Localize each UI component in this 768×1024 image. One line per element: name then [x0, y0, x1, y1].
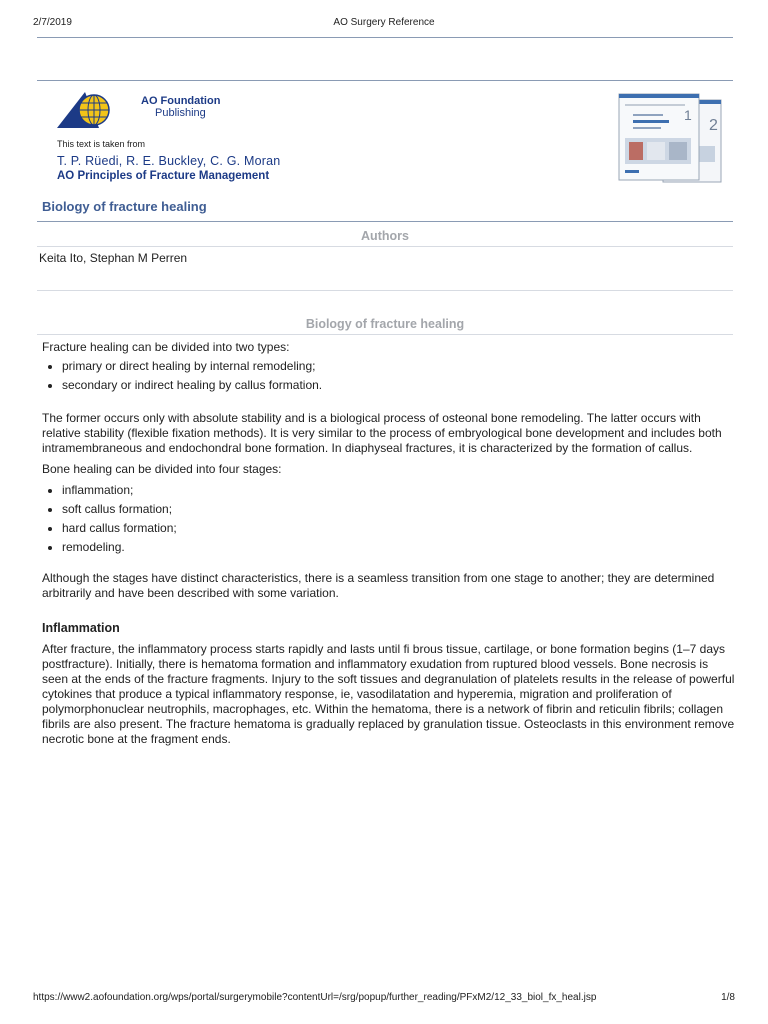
book-cover-thumbnails — [615, 90, 725, 185]
publisher-line-1: AO Foundation — [141, 95, 221, 107]
header-rule — [37, 37, 733, 38]
healing-types-list — [42, 359, 737, 393]
inflammation-heading: Inflammation — [42, 621, 120, 635]
list-item: • inflammation; — [62, 483, 737, 498]
content-header-rule — [37, 334, 733, 335]
authors-header-rule — [37, 246, 733, 247]
print-url: https://www2.aofoundation.org/wps/portal/surgerymobile?contentUrl=/srg/popup/further_reading/PFxM2/12_33_biol_fx_heal.jsp — [33, 992, 597, 1003]
cover-volume-2-number: 2 — [709, 117, 718, 134]
authors-list: Keita Ito, Stephan M Perren — [39, 251, 188, 265]
book-authors: T. P. Rüedi, R. E. Buckley, C. G. Moran — [57, 154, 281, 168]
stages-intro-paragraph: Bone healing can be divided into four stages: — [42, 462, 282, 476]
transition-paragraph: Although the stages have distinct characteristics, there is a seamless transition from one stage to another; they are determined arbitrarily and have been described with some variation. — [42, 571, 715, 600]
content-header: Biology of fracture healing — [305, 317, 465, 331]
list-item: • primary or direct healing by internal remodeling; — [62, 359, 737, 374]
intro-paragraph: Fracture healing can be divided into two types: — [42, 340, 290, 354]
book-cover-volume-1 — [619, 94, 699, 180]
list-item: • secondary or indirect healing by callus formation. — [62, 378, 737, 393]
healing-stages-list — [42, 483, 737, 555]
publisher-name — [141, 95, 220, 119]
page-number: 1/8 — [721, 992, 735, 1003]
print-title: AO Surgery Reference — [333, 17, 435, 28]
list-item: • hard callus formation; — [62, 521, 737, 536]
authors-header: Authors — [361, 229, 409, 243]
list-item: • remodeling. — [62, 540, 737, 555]
article-body — [42, 340, 737, 747]
authors-bottom-rule — [37, 290, 733, 291]
print-date: 2/7/2019 — [33, 17, 72, 28]
section-title-rule — [37, 221, 733, 222]
publisher-banner — [37, 80, 733, 190]
taken-from-label: This text is taken from — [57, 139, 146, 149]
ao-globe-logo-icon — [55, 90, 115, 130]
publisher-line-2: Publishing — [155, 107, 206, 119]
inflammation-paragraph: After fracture, the inflammatory process starts rapidly and lasts until fi brous tissue, cartilage, or bone formation begins (1–7 days postfracture). Initially, there is hematoma formation and inflammatory exudation from ruptured blood vessels. Bone necrosis is seen at the ends of the fracture fragments. Injury to the soft tissues and degranulation of platelets results in the release of powerful cytokines that produce a typical inflammatory response, ie, vasodilatation and hyperemia, migration and proliferation of polymorphonuclear neutrophils, macrophages, etc. Within the hematoma, there is a network of fibrin and reticulin fibrils; collagen fibrils are also present. The fracture hematoma is gradually replaced by granulation tissue. Osteoclasts in this environment remove necrotic bone at the fragment ends. — [42, 642, 735, 746]
section-title: Biology of fracture healing — [42, 199, 207, 214]
osteonal-paragraph: The former occurs only with absolute stability and is a biological process of osteonal bone remodeling. The latter occurs with relative stability (flexible fixation methods). It is very similar to the process of embryological bone development and includes both intramembraneous and endochondral bone formation. In diaphyseal fractures, it is characterized by the formation of callus. — [42, 411, 722, 455]
book-title: AO Principles of Fracture Management — [57, 170, 270, 182]
cover-volume-1-number: 1 — [684, 107, 692, 123]
list-item: • soft callus formation; — [62, 502, 737, 517]
